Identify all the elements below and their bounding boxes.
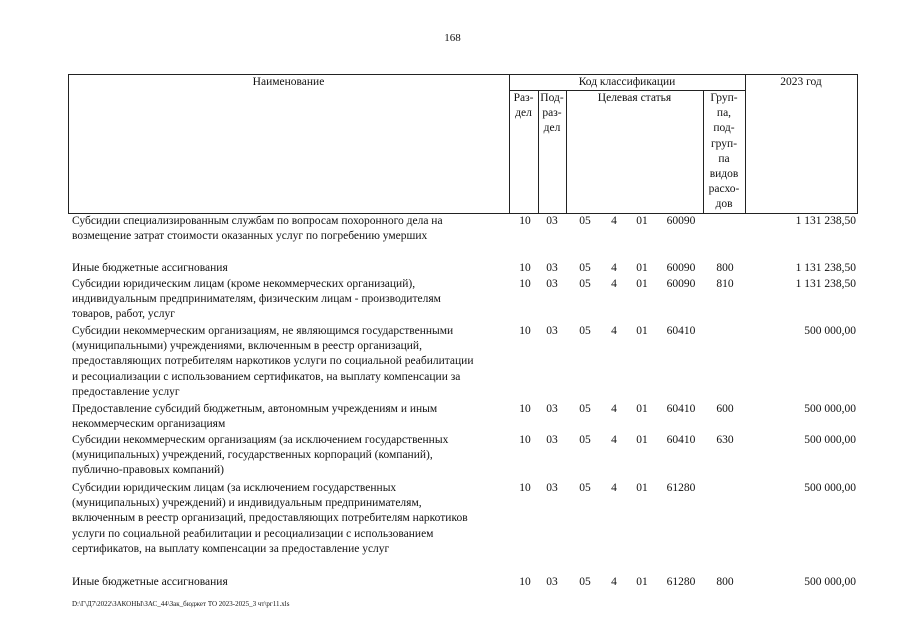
- cell-razdel: 10: [519, 482, 531, 494]
- cell-expense-group: 600: [716, 403, 734, 415]
- cell-target-direction: 60090: [666, 278, 696, 290]
- cell-target-subprogram: 01: [636, 576, 648, 588]
- cell-podrazdel: 03: [546, 576, 558, 588]
- row-name: Субсидии некоммерческим организациям, не являющимся государственными (муниципальными) учреждениями, включенным в реестр организаций, предоставляющих потребителям наркотиков услуги по социальной реабилитации и ресоциализации с использованием сертификатов, на выплату компенсации за предоставление услуг: [72, 325, 474, 398]
- cell-target-type: 4: [611, 325, 617, 337]
- cell-target-subprogram: 01: [636, 278, 648, 290]
- cell-target-direction: 60410: [666, 434, 696, 446]
- cell-target-direction: 60410: [666, 403, 696, 415]
- cell-target-program: 05: [579, 278, 591, 290]
- header-right-border: [857, 74, 858, 214]
- cell-razdel: 10: [519, 215, 531, 227]
- cell-podrazdel: 03: [546, 434, 558, 446]
- file-path-footer: D:\Г\Д7\2022\ЗАКОНЫ\ЗАС_44\Зак_бюджет ТО 2023-2025_3 чт\рг11.xls: [72, 600, 290, 608]
- cell-amount: 500 000,00: [804, 434, 856, 446]
- cell-target-subprogram: 01: [636, 325, 648, 337]
- cell-amount: 1 131 238,50: [795, 262, 856, 274]
- cell-target-type: 4: [611, 576, 617, 588]
- cell-podrazdel: 03: [546, 482, 558, 494]
- page-number: 168: [444, 32, 461, 44]
- cell-amount: 500 000,00: [804, 325, 856, 337]
- cell-amount: 500 000,00: [804, 403, 856, 415]
- row-name: Субсидии юридическим лицам (за исключением государственных (муниципальных) учреждений) и индивидуальным предпринимателям, включенным в реестр организаций, предоставляющих потребителям наркотиков услуги по социальной реабилитации и ресоциализации с использованием сертификатов, на выплату компенсации за предоставление услуг: [72, 482, 468, 555]
- header-name: Наименование: [252, 76, 325, 88]
- header-divider-group: [745, 74, 746, 214]
- cell-target-type: 4: [611, 482, 617, 494]
- cell-target-type: 4: [611, 403, 617, 415]
- cell-target-direction: 60410: [666, 325, 696, 337]
- cell-target-program: 05: [579, 262, 591, 274]
- cell-expense-group: 800: [716, 576, 734, 588]
- cell-target-direction: 60090: [666, 262, 696, 274]
- cell-target-program: 05: [579, 434, 591, 446]
- header-code-group: Код классификации: [578, 76, 676, 88]
- cell-podrazdel: 03: [546, 325, 558, 337]
- row-name: Иные бюджетные ассигнования: [72, 576, 228, 588]
- header-target-article: Целевая статья: [597, 92, 672, 104]
- cell-target-program: 05: [579, 576, 591, 588]
- cell-target-direction: 61280: [666, 482, 696, 494]
- cell-target-type: 4: [611, 215, 617, 227]
- cell-target-program: 05: [579, 325, 591, 337]
- cell-podrazdel: 03: [546, 403, 558, 415]
- cell-amount: 1 131 238,50: [795, 215, 856, 227]
- cell-razdel: 10: [519, 278, 531, 290]
- cell-target-subprogram: 01: [636, 403, 648, 415]
- cell-target-type: 4: [611, 278, 617, 290]
- cell-razdel: 10: [519, 325, 531, 337]
- row-name: Субсидии юридическим лицам (кроме некоммерческих организаций), индивидуальным предпринимателям, физическим лицам - производителям товаров, работ, услуг: [72, 278, 441, 321]
- cell-razdel: 10: [519, 403, 531, 415]
- cell-target-subprogram: 01: [636, 482, 648, 494]
- cell-target-program: 05: [579, 403, 591, 415]
- cell-target-direction: 60090: [666, 215, 696, 227]
- cell-podrazdel: 03: [546, 215, 558, 227]
- cell-podrazdel: 03: [546, 278, 558, 290]
- cell-amount: 500 000,00: [804, 482, 856, 494]
- header-divider-podrazdel: [566, 90, 567, 214]
- cell-target-program: 05: [579, 215, 591, 227]
- cell-target-program: 05: [579, 482, 591, 494]
- cell-expense-group: 810: [716, 278, 734, 290]
- cell-razdel: 10: [519, 434, 531, 446]
- cell-razdel: 10: [519, 262, 531, 274]
- header-left-border: [68, 74, 69, 214]
- cell-target-type: 4: [611, 434, 617, 446]
- row-name: Субсидии некоммерческим организациям (за исключением государственных (муниципальных) учреждений, государственных корпораций (компаний), публично-правовых компаний): [72, 434, 449, 477]
- cell-target-direction: 61280: [666, 576, 696, 588]
- cell-target-type: 4: [611, 262, 617, 274]
- cell-target-subprogram: 01: [636, 262, 648, 274]
- header-group: Груп- па, под- груп- па видов расхо- дов: [708, 92, 740, 211]
- row-name: Субсидии специализированным службам по вопросам похоронного дела на возмещение затрат стоимости оказанных услуг по погребению умерших: [72, 215, 443, 243]
- cell-expense-group: 800: [716, 262, 734, 274]
- header-razdel: Раз- дел: [513, 92, 534, 120]
- cell-podrazdel: 03: [546, 262, 558, 274]
- cell-amount: 500 000,00: [804, 576, 856, 588]
- header-podrazdel: Под- раз- дел: [540, 92, 564, 135]
- cell-target-subprogram: 01: [636, 434, 648, 446]
- row-name: Иные бюджетные ассигнования: [72, 262, 228, 274]
- cell-target-subprogram: 01: [636, 215, 648, 227]
- cell-expense-group: 630: [716, 434, 734, 446]
- row-name: Предоставление субсидий бюджетным, автономным учреждениям и иным некоммерческим организациям: [72, 403, 438, 431]
- cell-razdel: 10: [519, 576, 531, 588]
- cell-amount: 1 131 238,50: [795, 278, 856, 290]
- header-year: 2023 год: [780, 76, 822, 88]
